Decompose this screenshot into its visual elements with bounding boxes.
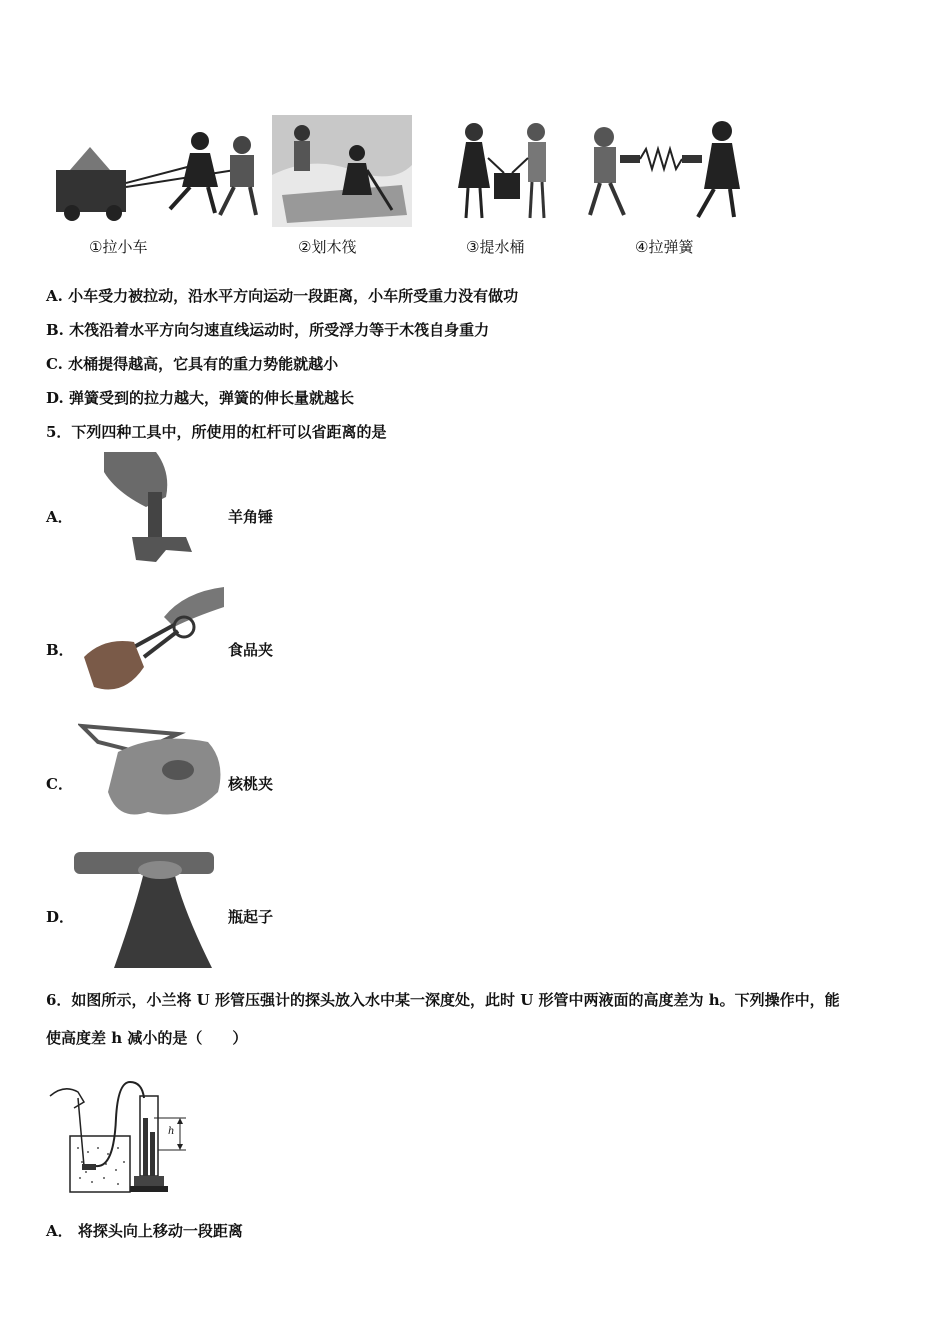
q5-option-b-letter: B． bbox=[46, 641, 74, 659]
figure-pull-cart bbox=[50, 125, 290, 225]
caption-pull-spring: ④拉弹簧 bbox=[635, 238, 694, 256]
q5-option-c-name: 核桃夹 bbox=[228, 775, 274, 793]
q5-stem: 5．下列四种工具中，所使用的杠杆可以省距离的是 bbox=[46, 423, 387, 441]
q5-option-a-name: 羊角锤 bbox=[228, 508, 274, 526]
option-text: 木筏沿着水平方向匀速直线运动时，所受浮力等于木筏自身重力 bbox=[69, 321, 490, 339]
option-text: 弹簧受到的拉力越大，弹簧的伸长量就越长 bbox=[68, 389, 354, 407]
option-letter: A． bbox=[46, 1222, 73, 1240]
q5-option-d-name: 瓶起子 bbox=[228, 908, 274, 926]
photo-nutcracker bbox=[78, 722, 226, 832]
caption-row-raft: ②划木筏 bbox=[298, 238, 357, 256]
option-letter: A. bbox=[46, 287, 63, 305]
figure-carry-bucket bbox=[432, 118, 564, 223]
figure-u-tube-manometer bbox=[44, 1078, 194, 1198]
q5-option-d-letter: D． bbox=[46, 908, 75, 926]
photo-food-tongs bbox=[74, 587, 226, 701]
q4-option-b bbox=[46, 320, 489, 340]
option-letter: C. bbox=[46, 355, 63, 373]
q5-option-a-letter: A． bbox=[46, 508, 73, 526]
h-label: h bbox=[168, 1126, 175, 1137]
figure-row-raft bbox=[272, 115, 412, 227]
photo-claw-hammer bbox=[96, 452, 198, 568]
q4-option-c bbox=[46, 354, 338, 374]
q6-option-a bbox=[46, 1221, 243, 1241]
caption-pull-cart: ①拉小车 bbox=[89, 238, 148, 256]
option-text: 小车受力被拉动，沿水平方向运动一段距离，小车所受重力没有做功 bbox=[68, 287, 519, 305]
option-letter: B. bbox=[46, 321, 64, 339]
option-text: 水桶提得越高，它具有的重力势能就越小 bbox=[68, 355, 339, 373]
caption-carry-bucket: ③提水桶 bbox=[466, 238, 525, 256]
q5-option-b-name: 食品夹 bbox=[228, 641, 274, 659]
photo-bottle-opener bbox=[74, 852, 214, 968]
q6-stem-line2: 使高度差 h 减小的是（ ） bbox=[46, 1029, 248, 1047]
option-text: 将探头向上移动一段距离 bbox=[77, 1222, 243, 1240]
q6-stem-line1: 6．如图所示，小兰将 U 形管压强计的探头放入水中某一深度处，此时 U 形管中两液面的高度差为 h。下列操作中，能 bbox=[46, 991, 840, 1009]
figure-pull-spring bbox=[580, 115, 750, 225]
q4-option-a bbox=[46, 286, 518, 306]
option-letter: D. bbox=[46, 389, 64, 407]
q4-option-d bbox=[46, 388, 354, 408]
q5-option-c-letter: C． bbox=[46, 775, 73, 793]
